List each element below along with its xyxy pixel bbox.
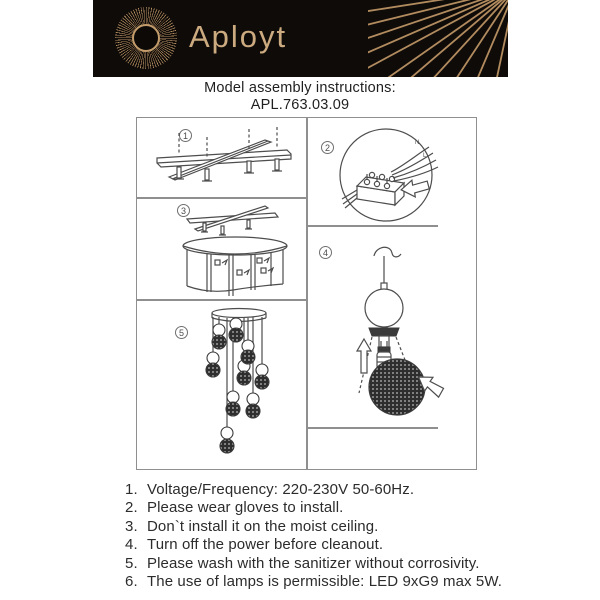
brand-banner [93,0,508,77]
assembly-diagram-panel [136,117,477,470]
step-2-number: 2 [321,141,334,154]
instruction-item: 6. The use of lamps is permissible: LED 9xG9 max 5W. [142,573,502,591]
safety-instructions-list [118,481,502,591]
decorative-rays-icon [368,0,508,77]
brand-name: Aployt [189,19,288,54]
panel-divider [306,427,438,429]
instruction-item: 5. Please wash with the sanitizer without corrosivity. [142,555,502,573]
up-arrow-icon [357,339,371,373]
step-3-number: 3 [177,204,190,217]
instruction-item: 2. Please wear gloves to install. [142,499,502,517]
crystal-ball [369,359,425,415]
instruction-item: 1. Voltage/Frequency: 220-230V 50-60Hz. [142,481,502,499]
instruction-item: 3. Don`t install it on the moist ceiling. [142,518,502,536]
starburst-logo-icon [115,7,177,69]
step-1-number: 1 [179,129,192,142]
sheet-title: Model assembly instructions: [204,80,396,96]
wire-label-l: L [423,153,427,159]
instruction-item: 4. Turn off the power before cleanout. [142,536,502,554]
step-5-number: 5 [175,326,188,339]
model-number: APL.763.03.09 [250,97,350,113]
step-2-wiring-drawing [329,124,449,228]
step-4-lamp-assembly-drawing [327,243,452,427]
step-4-number: 4 [319,246,332,259]
step-1-bracket-drawing [149,121,299,193]
panel-divider [137,197,306,199]
step-3-canopy-drawing [157,200,307,300]
step-5-chandelier-drawing [167,302,312,468]
wire-label-n: N [415,140,420,146]
